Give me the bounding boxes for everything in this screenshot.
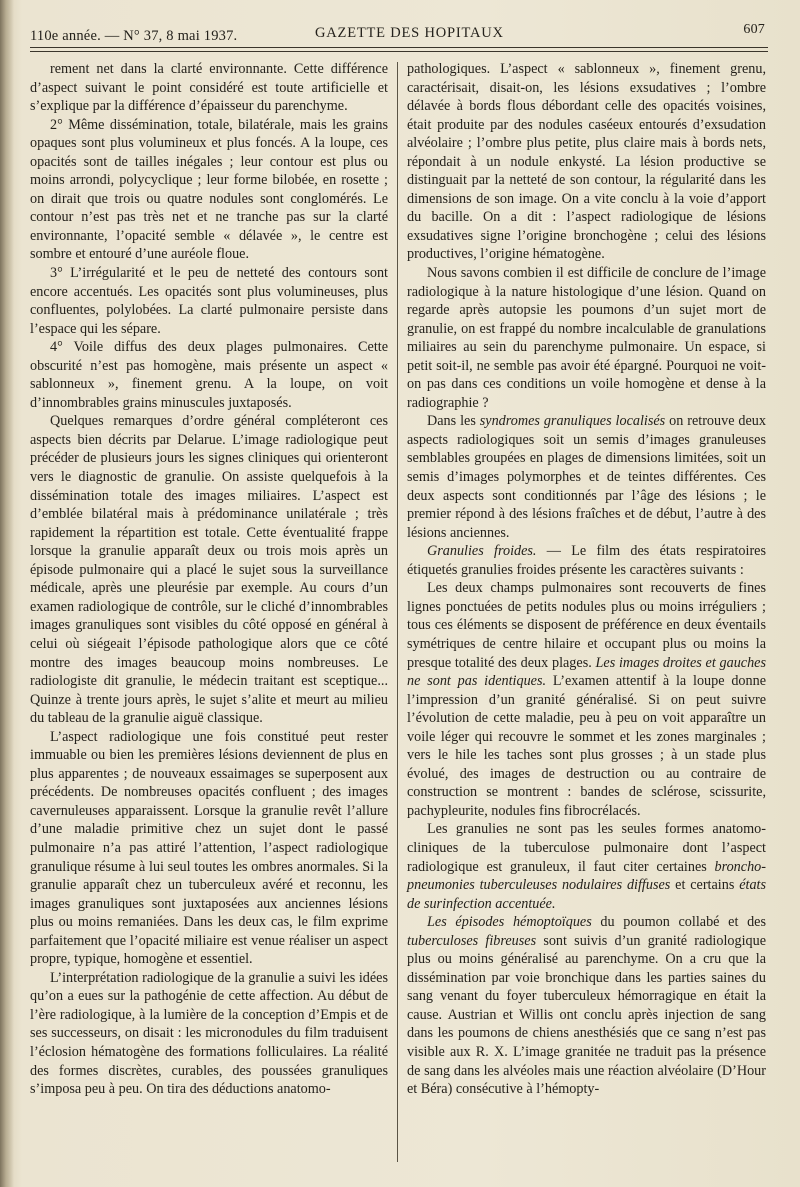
paragraph (407, 820, 766, 913)
italic-text: états de surinfection accentuée. (407, 877, 766, 912)
text-run: Quelques remarques d’ordre général compléteront ces aspects bien décrits par Delarue. L’image radiologique peut précéder de plusieurs jours les signes cliniques qui orienteront vers le diagnostic de granulie. On assiste quelquefois à la dissémination totale des images miliaires. L’aspect est d’emblée bilatéral mais à prédominance unilatérale ; très rapidement la répartition est totale. Cette éventualité frappe lorsque la granulie apparaît deux ou trois mois après un épisode pulmonaire qui a placé le sujet sous la surveillance médicale, après une pleurésie par exemple. Au cours d’un examen radiologique de contrôle, sur le cliché d’innombrables images granuliques sont visibles du côté opposé en général à celui où siégeait l’épisode pathologique alors que ce côté montre des images beaucoup moins nombreuses. Le radiologiste dit granulie, le médecin traitant est sceptique... Quinze à trente jours après, le sujet s’alite et meurt au milieu du tableau de la granulie aiguë classique. (30, 413, 388, 727)
text-run: L’examen attentif à la loupe donne l’impression d’un granité généralisé. Si on peut suivre l’évolution de cette maladie, peu à peu on voit apparaître un voile léger qui recouvre le sommet et les zones marginales ; vers le hile les taches sont plus grosses ; à un stade plus évolué, des images de destruction ou au contraire de construction se montrent : bandes de sclérose, scissurite, pachypleurite, nodules fins fibrocrélacés. (407, 673, 766, 819)
text-run: 2° Même dissémination, totale, bilatérale, mais les grains opaques sont plus volumineux et plus foncés. A la loupe, ces opacités sont de tailles inégales ; leur contour est plus ou moins arrondi, polycyclique ; leur forme bilobée, en rosette ; on dirait que trois ou quatre nodules sont conglomérés. Le contour n’est pas très net et ne tranche pas sur la clarté environnante, l’opacité semble « délavée », le centre est sombre et entouré d’une auréole floue. (30, 116, 388, 263)
text-run: rement net dans la clarté environnante. Cette différence d’aspect suivant le point considéré est toute artificielle et s’explique par la différence d’épaisseur du parenchyme. (30, 61, 388, 115)
paragraph (407, 60, 766, 264)
paragraph (30, 969, 388, 1099)
paragraph (407, 412, 766, 542)
running-header (30, 22, 765, 44)
paragraph (407, 579, 766, 820)
text-run: L’interprétation radiologique de la granulie a suivi les idées qu’on a eues sur la pathogénie de cette affection. Au début de l’ère radiologique, à la lumière de la conception d’Empis et de ses successeurs, on disait : les micronodules du film traduisent l’éclosion hématogène des formations folliculaires. La réalité des formes discrètes, curables, des poussées granuliques s’imposa peu à peu. On tira des déductions anatomo- (30, 969, 388, 1098)
column-divider (397, 62, 398, 1162)
left-column (30, 60, 388, 1099)
paragraph (407, 264, 766, 412)
text-run: L’aspect radiologique une fois constitué peut rester immuable ou bien les premières lésions deviennent de plus en plus apparentes ; de nouveaux essaimages se superposent aux précédents. De nombreuses opacités confluent ; des images cavernuleuses apparaissent. Lorsque la granulie revêt l’allure d’une maladie primitive chez un sujet dont le passé pulmonaire n’a pas attiré l’attention, l’aspect radiologique granulique résume à lui seul toutes les ombres anormales. Si la granulie apparaît chez un tuberculeux avéré et reconnu, les images granuliques sont juxtaposées aux anciennes lésions plus ou moins remaniées. Dans les deux cas, le film exprime parfaitement que l’opacité miliaire est venue réaliser un aspect propre, typique, homogène et essentiel. (30, 728, 388, 968)
text-run: Nous savons combien il est difficile de conclure de l’image radiologique à la nature histologique d’une lésion. Quand on regarde après autopsie les poumons d’un sujet mort de granulie, on est frappé du nombre incalculable de granulations miliaires au sein du parenchyme pulmonaire. Un espace, si petit soit-il, ne semble pas avoir été épargné. Pourquoi ne voit-on pas dans ces conditions un voile homogène et dense à la radiographie ? (407, 265, 766, 411)
header-rule (30, 47, 768, 48)
paragraph (30, 264, 388, 338)
text-run: et certains (670, 877, 740, 894)
text-run: Dans les (427, 413, 480, 430)
text-run: pathologiques. L’aspect « sablonneux », finement grenu, caractérisait, disait-on, les lésions exsudatives ; l’ombre délavée à bords flous débordant celle des opacités voisines, était produite par des nodules caséeux entourés d’exsudation alvéolaire ; l’ombre plus petite, plus claire mais à bords nets, répondait à un nodule enkysté. La lésion productive se distinguait par la netteté de son contour, la régularité dans les dimensions de son image. On a vite conclu à la voie d’apport du bacille. On a dit : l’aspect radiologique de lésions exsudatives signe l’origine bronchogène ; celui des lésions productives, l’origine hématogène. (407, 61, 766, 263)
text-run: on retrouve deux aspects radiologiques soit un semis d’images granuleuses semblables groupées en plages de dimensions limitées, soit un semis d’images polymorphes et de teintes différentes. Ces deux aspects sont conditionnés par l’âge des lésions ; le premier répond à des lésions fraîches et de début, l’autre à des lésions anciennes. (407, 413, 766, 541)
right-column (407, 60, 766, 1099)
italic-text: Granulies froides. (427, 543, 537, 560)
text-run: Les granulies ne sont pas les seules formes anatomo-cliniques de la tuberculose pulmonaire dont l’aspect radiologique est granuleux, il faut citer certaines (407, 821, 766, 875)
page-number: 607 (743, 22, 765, 37)
issue-info: 110e année. — N° 37, 8 mai 1937. (30, 28, 238, 44)
paragraph (30, 116, 388, 264)
binding-shadow (0, 0, 14, 1187)
text-run: — Le film des états respiratoires étiquetés granulies froides présente les caractères suivants : (407, 543, 766, 578)
paragraph (30, 60, 388, 116)
text-run: du poumon collabé et des (591, 914, 766, 931)
text-run: 3° L’irrégularité et le peu de netteté des contours sont encore accentués. Les opacités sont plus volumineuses, plus confluentes, polylobées. La clarté pulmonaire persiste dans l’espace qui les sépare. (30, 265, 388, 337)
italic-text: Les épisodes hémoptoïques (427, 914, 592, 931)
text-run: sont suivis d’un granité radiologique plus ou moins généralisé au parenchyme. On a cru que la dissémination par voie bronchique dans les parties saines du sang venant du foyer tuberculeux hémorragique en était la cause. Austrian et Willis ont conclu après injection de sang dans les poumons de chiens anesthésiés que ce sang n’est pas visible aux R. X. L’image granitée ne traduit pas la présence de sang dans les alvéoles mais une réaction alvéolaire (D’Hour et Béra) consécutive à l’hémopty- (407, 932, 767, 1098)
header-rule-thin (30, 51, 768, 52)
italic-text: syndromes granuliques localisés (479, 413, 666, 430)
paragraph (30, 338, 388, 412)
journal-title: GAZETTE DES HOPITAUX (315, 25, 504, 41)
italic-text: broncho-pneumonies tuberculeuses nodulaires diffuses (407, 858, 766, 894)
italic-text: Les images droites et gauches ne sont pas identiques. (407, 654, 766, 690)
text-run: Les deux champs pulmonaires sont recouverts de fines lignes ponctuées de petits nodules plus ou moins irréguliers ; tous ces éléments se disposent de préférence en deux éventails symétriques de centre hilaire et occupant plus ou moins la presque totalité des deux plages. (407, 580, 766, 671)
italic-text: tuberculoses fibreuses (407, 932, 537, 949)
paragraph (30, 412, 388, 727)
paragraph (407, 913, 766, 1098)
paragraph (407, 542, 766, 579)
text-run: 4° Voile diffus des deux plages pulmonaires. Cette obscurité n’est pas homogène, mais présente un aspect « sablonneux », finement grenu. A la loupe, on voit d’innombrables grains minuscules juxtaposés. (30, 339, 388, 411)
paragraph (30, 728, 388, 969)
